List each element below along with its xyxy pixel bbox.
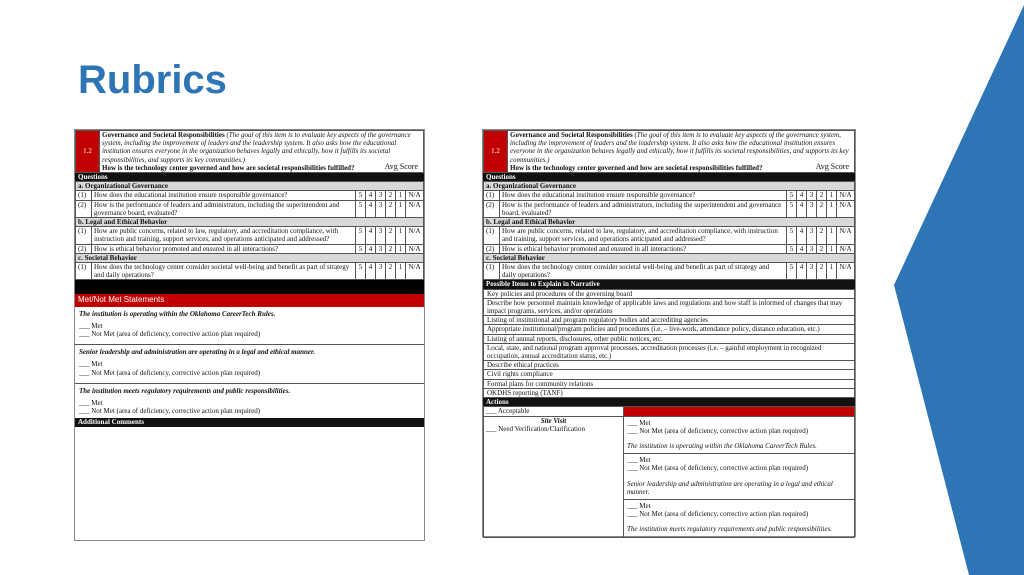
row-number: (1) — [76, 191, 92, 200]
actions-table — [483, 406, 855, 537]
score-na[interactable]: N/A — [836, 191, 854, 200]
score-na[interactable]: N/A — [836, 244, 854, 253]
met-option[interactable]: ___ Met — [79, 321, 103, 330]
section-label: b. Legal and Ethical Behavior — [484, 218, 855, 227]
score-5[interactable]: 5 — [786, 200, 796, 217]
score-3[interactable]: 3 — [375, 263, 385, 280]
not-met-option[interactable]: ___ Not Met (area of deficiency, corrective action plan required) — [627, 510, 809, 519]
not-met-option[interactable]: ___ Not Met (area of deficiency, corrective action plan required) — [627, 464, 809, 473]
narrative-items-table — [483, 289, 855, 398]
score-3[interactable]: 3 — [375, 244, 385, 253]
score-na[interactable]: N/A — [836, 227, 854, 244]
score-1[interactable]: 1 — [826, 191, 836, 200]
score-1[interactable]: 1 — [395, 244, 405, 253]
question-text: How is ethical behavior promoted and ensured in all interactions? — [92, 244, 356, 253]
score-na[interactable]: N/A — [836, 200, 854, 217]
score-4[interactable]: 4 — [796, 263, 806, 280]
question-text: How does the educational institution ensure responsible governance? — [500, 191, 787, 200]
met-block — [75, 307, 424, 345]
question-text: How are public concerns, related to law, regulatory, and accreditation compliance, with instruction and training, support services, and operations anticipated and addressed? — [500, 227, 787, 244]
met-not-met-header: Met/Not Met Statements — [75, 294, 424, 306]
score-1[interactable]: 1 — [395, 263, 405, 280]
met-block — [624, 499, 855, 537]
questions-band: Questions — [75, 173, 424, 181]
score-5[interactable]: 5 — [355, 200, 365, 217]
score-na[interactable]: N/A — [405, 244, 423, 253]
score-5[interactable]: 5 — [786, 263, 796, 280]
score-3[interactable]: 3 — [375, 191, 385, 200]
header-question: How is the technology center governed and how are societal responsibilities fulfilled? — [102, 163, 355, 172]
met-block — [624, 416, 855, 454]
slide-title: Rubrics — [78, 58, 227, 102]
question-text: How does the technology center consider societal well-being and benefit as part of strategy and daily operations? — [92, 263, 356, 280]
questions-band: Questions — [483, 173, 855, 181]
score-1[interactable]: 1 — [395, 200, 405, 217]
score-2[interactable]: 2 — [385, 244, 395, 253]
score-5[interactable]: 5 — [355, 191, 365, 200]
score-5[interactable]: 5 — [355, 244, 365, 253]
score-5[interactable]: 5 — [355, 227, 365, 244]
score-3[interactable]: 3 — [375, 227, 385, 244]
score-4[interactable]: 4 — [365, 244, 375, 253]
header-italic: (The goal of this item is to evaluate key aspects of the governance system, including the improvement of leaders and the leadership system. It also asks how the educational institution ensures everyone in the organization behaves legally and ethically, how it fulfills its societal responsibilities, and supports its key communities.) — [102, 131, 411, 164]
score-2[interactable]: 2 — [385, 227, 395, 244]
question-text: How is ethical behavior promoted and ensured in all interactions? — [500, 244, 787, 253]
met-option[interactable]: ___ Met — [79, 360, 103, 369]
section-label: b. Legal and Ethical Behavior — [76, 218, 424, 227]
site-visit-label: Site Visit — [540, 416, 567, 425]
score-3[interactable]: 3 — [375, 200, 385, 217]
met-statement: Senior leadership and administration are operating in a legal and ethical manner. — [79, 348, 316, 357]
section-label: c. Societal Behavior — [76, 253, 424, 262]
score-4[interactable]: 4 — [796, 191, 806, 200]
score-5[interactable]: 5 — [786, 244, 796, 253]
score-1[interactable]: 1 — [395, 191, 405, 200]
actions-band: Actions — [483, 398, 855, 406]
score-2[interactable]: 2 — [816, 200, 826, 217]
rubric-header-table — [483, 130, 855, 173]
score-1[interactable]: 1 — [826, 200, 836, 217]
met-option[interactable]: ___ Met — [627, 418, 651, 427]
score-na[interactable]: N/A — [405, 191, 423, 200]
score-na[interactable]: N/A — [836, 263, 854, 280]
question-text: How does the educational institution ensure responsible governance? — [92, 191, 356, 200]
narrative-item: Describe ethical practices — [484, 361, 855, 370]
section-label: a. Organizational Governance — [76, 182, 424, 191]
divider-band — [75, 280, 424, 294]
score-5[interactable]: 5 — [355, 263, 365, 280]
narrative-item: Appropriate institutional/program policies and procedures (i.e. – live-work, attendance policy, distance education, etc.) — [484, 325, 855, 334]
score-2[interactable]: 2 — [816, 227, 826, 244]
red-bar — [624, 407, 855, 416]
questions-table — [75, 181, 424, 280]
row-number: (1) — [484, 263, 500, 280]
header-bold: Governance and Societal Responsibilities — [102, 131, 225, 139]
narrative-item: Key policies and procedures of the governing board — [484, 289, 855, 298]
acceptable-option[interactable]: ___ Acceptable — [484, 407, 624, 416]
score-5[interactable]: 5 — [786, 191, 796, 200]
row-number: (1) — [76, 227, 92, 244]
not-met-option[interactable]: ___ Not Met (area of deficiency, corrective action plan required) — [79, 407, 261, 416]
row-number: (2) — [484, 200, 500, 217]
narrative-item: Local, state, and national program approval processes, accreditation processes (i.e. – gainful employment in recognized occupation, annual accreditation status, etc.) — [484, 343, 855, 360]
need-verification-option[interactable]: ___ Need Verification/Clarification — [486, 424, 586, 433]
score-1[interactable]: 1 — [826, 263, 836, 280]
question-text: How is the performance of leaders and administrators, including the superintendent and governance board, evaluated? — [500, 200, 787, 217]
score-4[interactable]: 4 — [365, 191, 375, 200]
narrative-item: Listing of institutional and program regulatory bodies and accrediting agencies — [484, 316, 855, 325]
narrative-item: Describe how personnel maintain knowledge of applicable laws and regulations and how staff is informed of changes that may impact programs, services, and/or operations — [484, 298, 855, 315]
row-number: (1) — [76, 263, 92, 280]
score-3[interactable]: 3 — [806, 244, 816, 253]
score-4[interactable]: 4 — [365, 227, 375, 244]
score-4[interactable]: 4 — [796, 227, 806, 244]
met-block — [75, 344, 424, 383]
header-question: How is the technology center governed and how are societal responsibilities fulfilled? — [510, 163, 763, 172]
met-block — [75, 383, 424, 419]
decorative-blue-chevron — [864, 0, 1024, 575]
question-text: How is the performance of leaders and administrators, including the superintendent and governance board, evaluated? — [92, 200, 356, 217]
score-4[interactable]: 4 — [365, 200, 375, 217]
met-statement: Senior leadership and administration are operating in a legal and ethical manner. — [627, 479, 833, 496]
score-na[interactable]: N/A — [405, 227, 423, 244]
score-2[interactable]: 2 — [385, 191, 395, 200]
not-met-option[interactable]: ___ Not Met (area of deficiency, corrective action plan required) — [79, 330, 261, 339]
score-1[interactable]: 1 — [826, 227, 836, 244]
row-number: (2) — [76, 200, 92, 217]
score-3[interactable]: 3 — [806, 263, 816, 280]
row-number: (2) — [76, 244, 92, 253]
score-2[interactable]: 2 — [816, 191, 826, 200]
score-3[interactable]: 3 — [806, 227, 816, 244]
score-4[interactable]: 4 — [796, 200, 806, 217]
score-1[interactable]: 1 — [826, 244, 836, 253]
rubric-document-left — [74, 129, 425, 541]
question-text: How are public concerns, related to law, regulatory, and accreditation compliance, with instruction and training, support services, and operations anticipated and addressed? — [92, 227, 356, 244]
rubric-document-right — [482, 129, 856, 537]
narrative-item: OKDHS reporting (TANF) — [484, 388, 855, 397]
header-bold: Governance and Societal Responsibilities — [510, 131, 633, 139]
row-number: (2) — [484, 244, 500, 253]
score-2[interactable]: 2 — [816, 263, 826, 280]
score-4[interactable]: 4 — [796, 244, 806, 253]
score-3[interactable]: 3 — [806, 200, 816, 217]
met-statement: The institution meets regulatory requirements and public responsibilities. — [79, 386, 291, 395]
score-2[interactable]: 2 — [816, 244, 826, 253]
score-4[interactable]: 4 — [365, 263, 375, 280]
narrative-header: Possible Items to Explain in Narrative — [483, 280, 855, 288]
score-1[interactable]: 1 — [395, 227, 405, 244]
score-3[interactable]: 3 — [806, 191, 816, 200]
additional-comments-band: Additional Comments — [75, 418, 424, 426]
met-block — [624, 454, 855, 500]
header-italic: (The goal of this item is to evaluate key aspects of the governance system, including the improvement of leaders and the leadership system. It also asks how the educational institution ensures everyone in the organization behaves legally and ethically, how it fulfills its societal responsibilities, and supports its key communities.) — [510, 131, 849, 164]
row-number: (1) — [484, 227, 500, 244]
met-statement: The institution is operating within the Oklahoma CareerTech Rules. — [627, 441, 817, 450]
item-code: 1.2 — [76, 131, 100, 173]
avg-score-label: Avg Score — [384, 162, 418, 172]
item-code: 1.2 — [484, 131, 508, 173]
rubric-header-table — [75, 130, 424, 173]
score-2[interactable]: 2 — [385, 263, 395, 280]
not-met-option[interactable]: ___ Not Met (area of deficiency, corrective action plan required) — [627, 426, 809, 435]
met-option[interactable]: ___ Met — [627, 456, 651, 465]
met-option[interactable]: ___ Met — [627, 501, 651, 510]
avg-score-label: Avg Score — [815, 162, 849, 172]
narrative-item: Civil rights compliance — [484, 370, 855, 379]
narrative-item: Listing of annual reports, disclosures, other public notices, etc. — [484, 334, 855, 343]
score-na[interactable]: N/A — [405, 200, 423, 217]
not-met-option[interactable]: ___ Not Met (area of deficiency, corrective action plan required) — [79, 368, 261, 377]
score-2[interactable]: 2 — [385, 200, 395, 217]
section-label: a. Organizational Governance — [484, 182, 855, 191]
score-5[interactable]: 5 — [786, 227, 796, 244]
met-statement: The institution meets regulatory requirements and public responsibilities. — [627, 525, 833, 534]
met-option[interactable]: ___ Met — [79, 399, 103, 408]
met-statement: The institution is operating within the Oklahoma CareerTech Rules. — [79, 309, 276, 318]
question-text: How does the technology center consider societal well-being and benefit as part of strategy and daily operations? — [500, 263, 787, 280]
row-number: (1) — [484, 191, 500, 200]
score-na[interactable]: N/A — [405, 263, 423, 280]
section-label: c. Societal Behavior — [484, 253, 855, 262]
narrative-item: Formal plans for community relations — [484, 379, 855, 388]
questions-table — [483, 181, 855, 280]
